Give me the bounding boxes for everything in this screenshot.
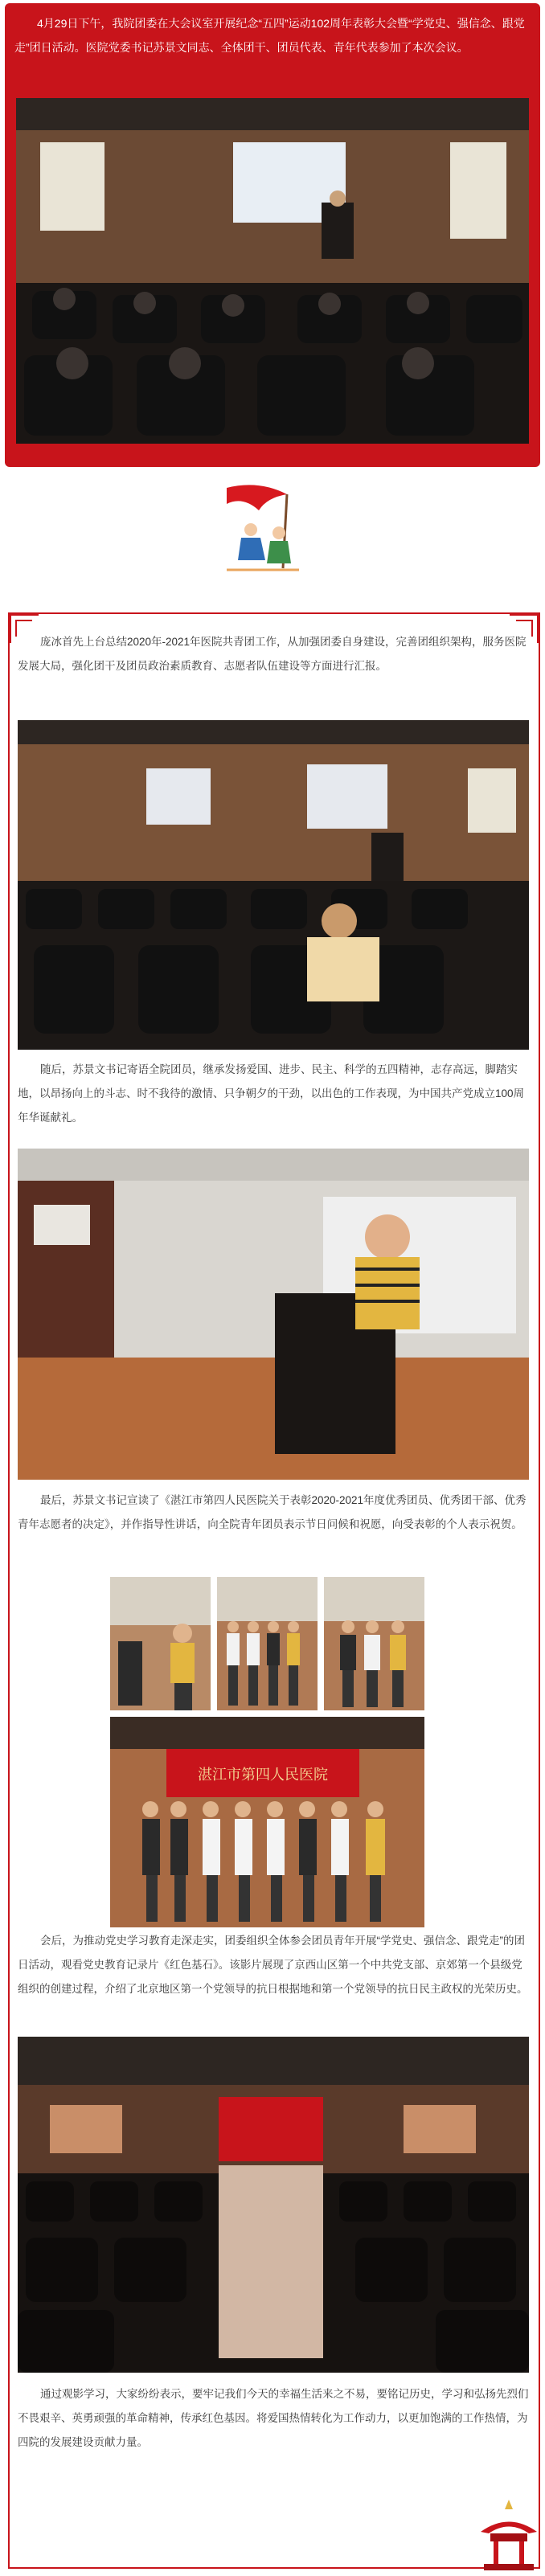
intro-paragraph: 4月29日下午，我院团委在大会议室开展纪念“五四”运动102周年表彰大会暨“学党史、强信念、跟党走”团日活动。医院党委书记苏景文同志、全体团干、团员代表、青年代表参加了本次会议。 bbox=[14, 17, 525, 54]
commendation-paragraph: 最后，苏景文书记宣读了《湛江市第四人民医院关于表彰2020-2021年度优秀团员、优秀团干部、优秀青年志愿者的决定》，并作指导性讲话，向全院青年团员表示节日问候和祝愿，向受表彰的个人表示祝贺。 bbox=[18, 1494, 527, 1530]
film-paragraph: 会后，为推动党史学习教育走深走实，团委组织全体参会团员青年开展“学党史、强信念、跟党走”的团日活动，观看党史教育记录片《红色基石》。该影片展现了京西山区第一个中共党支部、京郊第一个县级党组织的创建过程，介绍了北京地区第一个党领导的抗日根据地和第一个党领导的抗日民主政权的光荣历史。 bbox=[18, 1935, 528, 1995]
award-photo-2 bbox=[217, 1577, 318, 1710]
meeting-photo-1 bbox=[16, 98, 529, 444]
intro-card bbox=[5, 3, 540, 467]
speech-paragraph: 随后，苏景文书记寄语全院团员，继承发扬爱国、进步、民主、科学的五四精神，志存高远，脚踏实地，以昂扬向上的斗志、时不我待的激情、只争朝夕的干劲，以出色的工作表现，为中国共产党成立100周年华诞献礼。 bbox=[18, 1063, 525, 1124]
content-card bbox=[8, 612, 540, 2569]
film-screening-photo bbox=[18, 2037, 529, 2373]
award-photo-3 bbox=[324, 1577, 424, 1710]
pavilion-decoration bbox=[473, 2484, 545, 2572]
award-banner: 湛江市第四人民医院 bbox=[198, 1767, 328, 1783]
award-group-photo bbox=[110, 1717, 424, 1927]
meeting-photo-2 bbox=[18, 720, 529, 1050]
closing-paragraph: 通过观影学习，大家纷纷表示，要牢记我们今天的幸福生活来之不易，要铭记历史，学习和弘扬先烈们不畏艰辛、英勇顽强的革命精神，传承红色基因。将爱国热情转化为工作动力，以更加饱满的工作热情，为四院的发展建设贡献力量。 bbox=[18, 2388, 529, 2448]
award-photo-1 bbox=[110, 1577, 211, 1710]
flag-bearer-illustration bbox=[211, 480, 315, 576]
summary-paragraph: 庞冰首先上台总结2020年-2021年医院共青团工作，从加强团委自身建设，完善团组织架构，服务医院发展大局，强化团干及团员政治素质教育、志愿者队伍建设等方面进行汇报。 bbox=[18, 636, 527, 672]
speaker-photo bbox=[18, 1149, 529, 1480]
